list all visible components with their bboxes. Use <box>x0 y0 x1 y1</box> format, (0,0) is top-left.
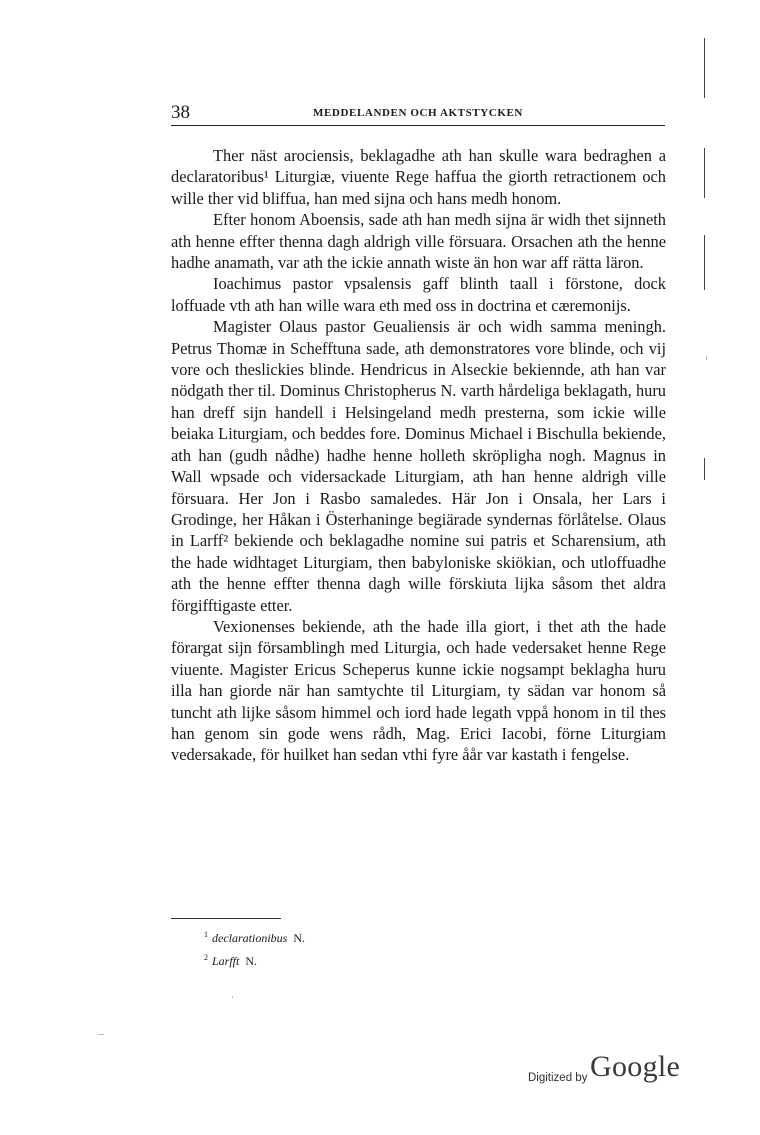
digitized-watermark <box>528 1050 698 1090</box>
footnote-mark: 1 <box>204 930 208 939</box>
watermark-prefix: Digitized by <box>528 1072 588 1084</box>
scan-margin-line <box>704 38 705 98</box>
footnote-suffix: N. <box>293 931 305 945</box>
paragraph: Efter honom Aboensis, sade ath han medh sijna är widh thet sijnneth ath henne effter thenna dagh aldrigh ville försuara. Orsachen ath the henne hadhe anamath, var ath the ickie annath wiste än hon war aff rätta läron. <box>171 210 666 273</box>
footnote-mark: 2 <box>204 953 208 962</box>
scan-margin-line <box>704 458 705 480</box>
scan-margin-line <box>704 235 705 290</box>
scan-speck <box>98 1034 104 1035</box>
footnote <box>204 948 504 971</box>
footnote-rule <box>171 918 281 919</box>
footnote-text: Larfft <box>212 954 240 968</box>
paragraph: Vexionenses bekiende, ath the hade illa giort, i thet ath the hade förargat sijn församblingh med Liturgia, och hade vedersaket henne Rege viuente. Magister Ericus Scheperus kunne ickie nogsampt beklagha huru illa han giorde när han samtychte til Liturgiam, ty sädan var honom så tuncht ath lijke såsom himmel och iord hade legath vppå honom in til thes han genom sin gode wens rådh, Mag. Erici Iacobi, förne Liturgiam vedersakade, för huilket han sedan vthi fyre åår var kastath i fengelse. <box>171 616 666 765</box>
running-title: MEDDELANDEN OCH AKTSTYCKEN <box>313 107 523 119</box>
page-header <box>171 102 665 124</box>
page-number: 38 <box>171 102 190 123</box>
footnote-text: declarationibus <box>212 931 288 945</box>
paragraph: Ther näst arociensis, beklagadhe ath han skulle wara bedraghen a declaratoribus¹ Liturgiæ, viuente Rege haffua the giorth retractionem och wille ther vid bliffua, han med sijna och hans medh honom. <box>171 146 666 208</box>
header-rule <box>171 125 665 126</box>
paragraph: Ioachimus pastor vpsalensis gaff blinth taall i förstone, dock loffuade vth ath han wille wara eth med oss in doctrina et cæremonijs. <box>171 274 666 315</box>
scan-margin-line <box>704 148 705 198</box>
footnotes <box>204 925 504 971</box>
body-text <box>171 145 666 766</box>
scan-speck <box>232 996 233 998</box>
paragraph: Magister Olaus pastor Geualiensis är och widh samma meningh. Petrus Thomæ in Schefftuna sade, ath demonstratores vore blinde, och vij vore och theslickies blinde. Hendricus in Alseckie bekiennde, ath han var nödgath ther til. Dominus Christopherus N. varth hårdeliga beklagath, huru han dreff sijn handell i Helsingeland medh presterna, som ickie wille beiaka Liturgiam, och beddes fore. Dominus Michael i Bischulla bekiende, ath han (gudh nådhe) hadhe henne holleth skröpligha nogh. Magnus in Wall wpsade och vidersackade Liturgiam, ath han henne aldrigh ville försuara. Her Jon i Rasbo samaledes. Här Jon i Onsala, her Lars i Grodinge, her Håkan i Österhaninge begiärade syndernas förlåtelse. Olaus in Larff² bekiende och beklagadhe nomine sui patris et Scharensium, ath the hade widhtaget Liturgiam, then babyloniske skiökian, och utloffuadhe ath the henne effter thenna dagh wille förskiuta lijka såsom thet aldra förgifftigaste etter. <box>171 317 666 615</box>
footnote <box>204 925 504 948</box>
scan-speck <box>706 356 707 360</box>
google-logo: Google <box>590 1050 681 1083</box>
footnote-suffix: N. <box>245 954 258 968</box>
